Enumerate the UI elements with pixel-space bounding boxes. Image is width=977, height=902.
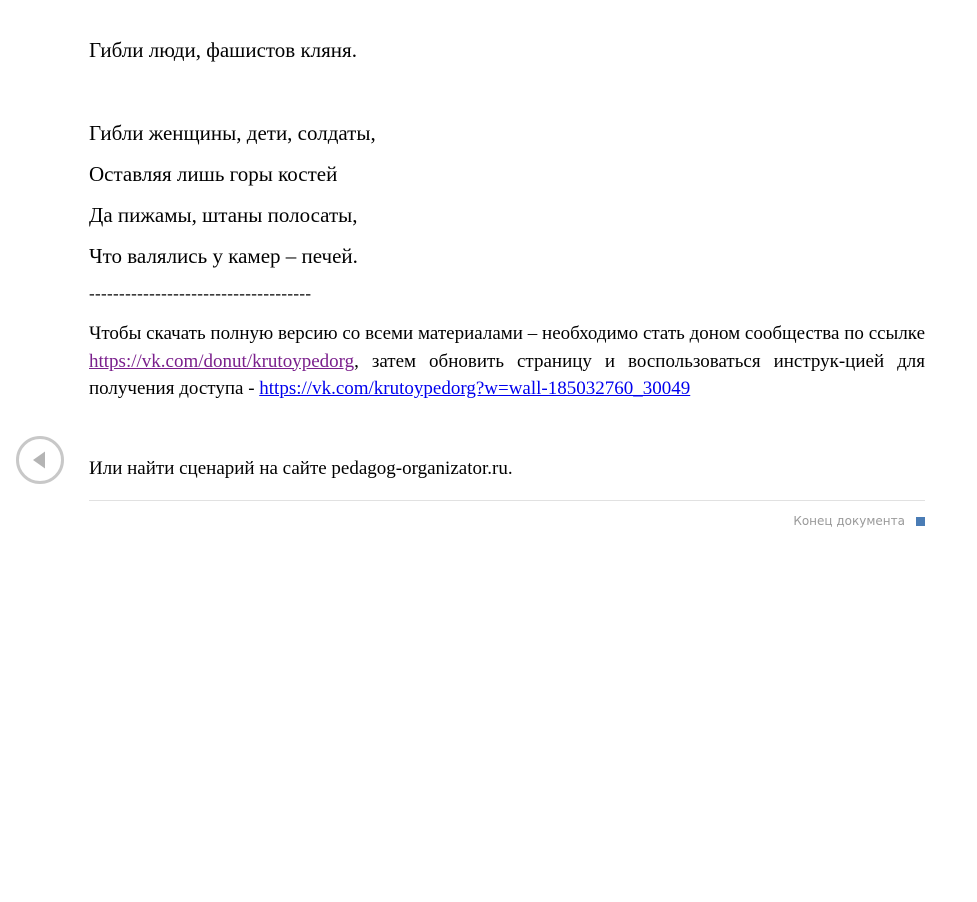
- end-marker-icon: [916, 517, 925, 526]
- donut-link[interactable]: https://vk.com/donut/krutoypedorg: [89, 350, 355, 372]
- divider: [89, 500, 925, 501]
- poem-line-3: Оставляя лишь горы костей: [89, 162, 338, 186]
- download-info-paragraph: [89, 320, 925, 403]
- poem-line-5: Что валялись у камер – печей.: [89, 244, 358, 268]
- dash-separator: -------------------------------------: [89, 284, 312, 303]
- poem-line-1: Гибли люди, фашистов кляня.: [89, 38, 357, 62]
- site-reference-text: Или найти сценарий на сайте pedagog-organizator.ru.: [89, 458, 513, 479]
- info-text-middle: , затем обновить страницу и воспользоваться инструк-цией для получения доступа -: [89, 350, 925, 399]
- info-text-before: Чтобы скачать полную версию со всеми материалами – необходимо стать доном сообщества по ссылке: [89, 323, 925, 344]
- poem-line-4: Да пижамы, штаны полосаты,: [89, 203, 358, 227]
- poem-line-2: Гибли женщины, дети, солдаты,: [89, 121, 376, 145]
- document-end-label: [793, 514, 925, 528]
- wall-post-link[interactable]: https://vk.com/krutoypedorg?w=wall-185032760_30049: [259, 378, 691, 399]
- end-label-text: Конец документа: [793, 514, 905, 528]
- back-button[interactable]: [16, 436, 64, 484]
- circle-left-arrow-icon: [16, 436, 64, 484]
